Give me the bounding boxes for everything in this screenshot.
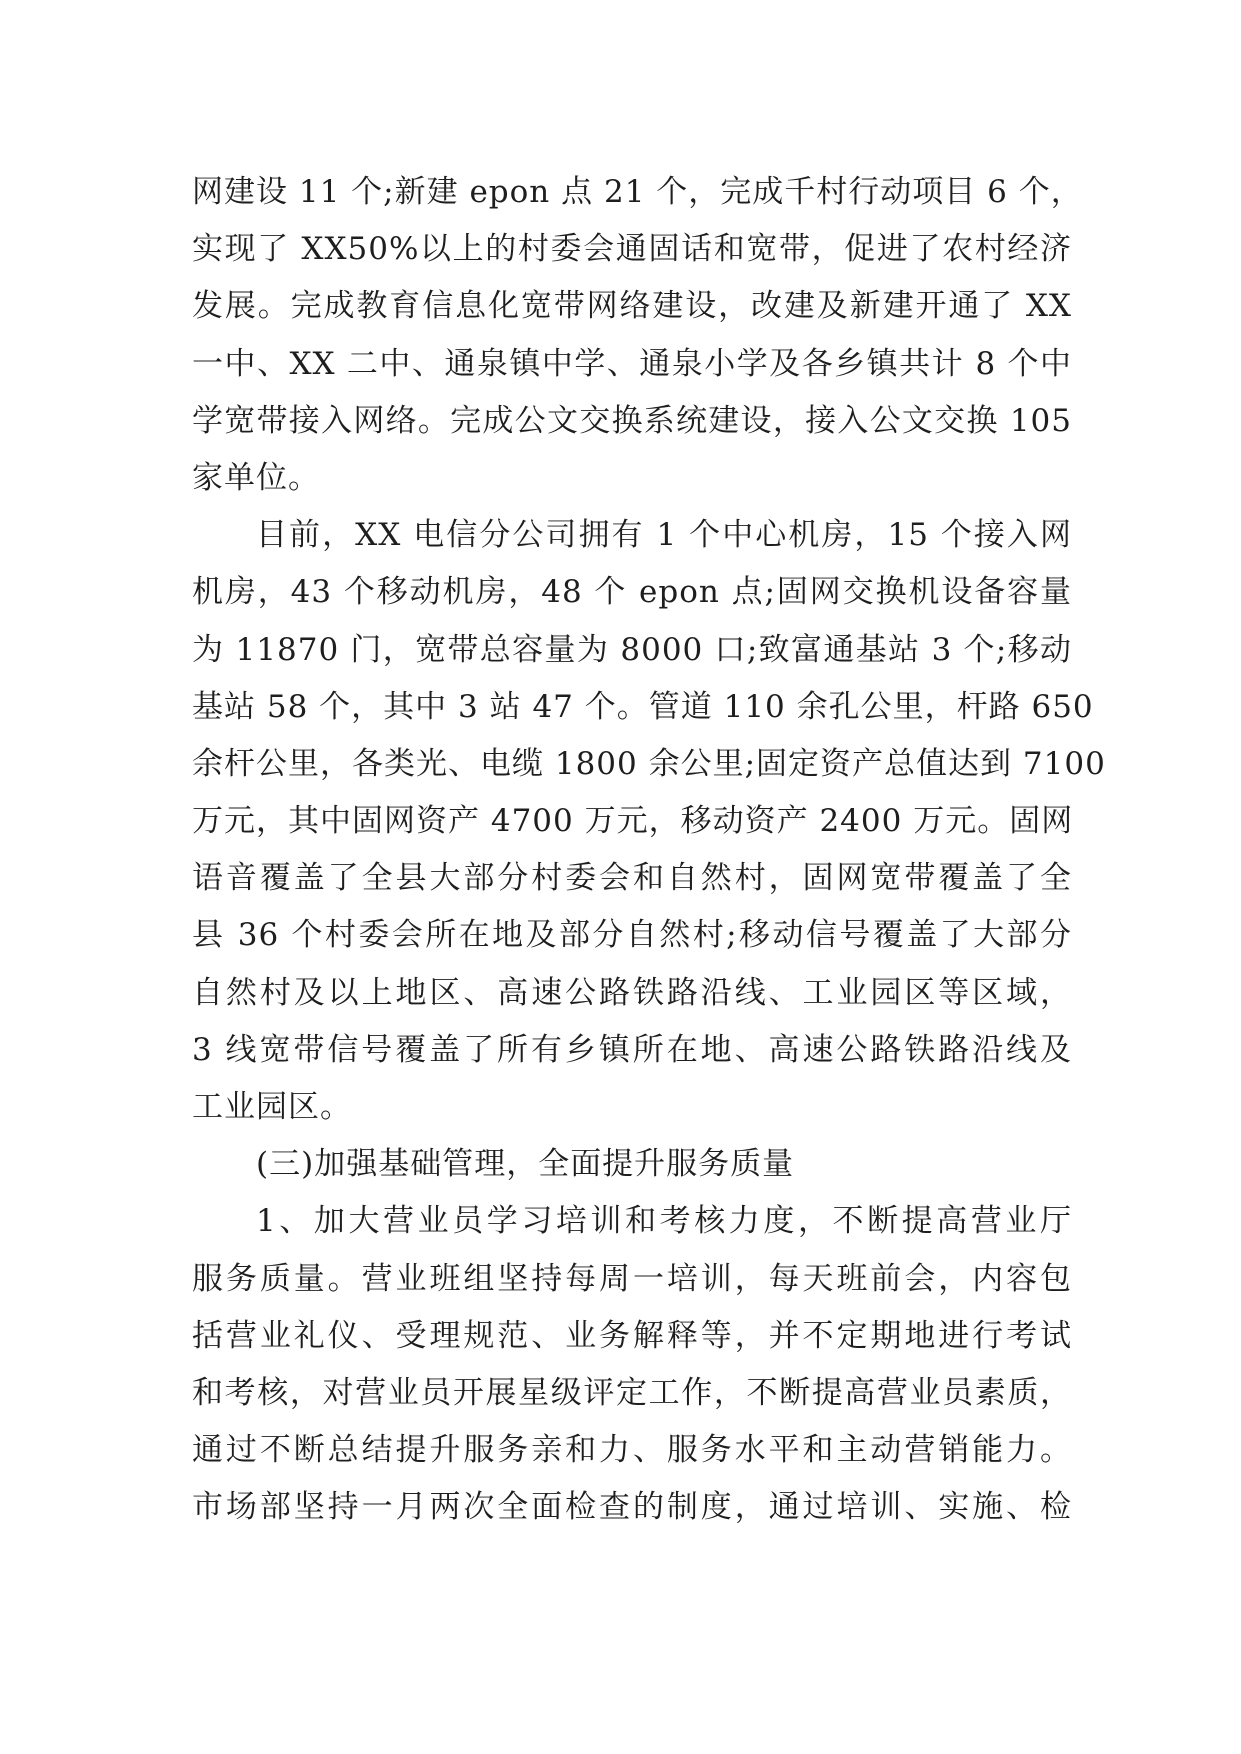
- text-line: 余杆公里，各类光、电缆 1800 余公里;固定资产总值达到 7100: [192, 745, 1106, 782]
- text-line: 基站 58 个，其中 3 站 47 个。管道 110 余孔公里，杆路 650: [192, 688, 1094, 725]
- text-line: 县 36 个村委会所在地及部分自然村;移动信号覆盖了大部分: [192, 917, 1072, 954]
- text-line: 服务质量。营业班组坚持每周一培训，每天班前会，内容包: [192, 1260, 1072, 1297]
- text-line: 实现了 XX50%以上的村委会通固话和宽带，促进了农村经济: [192, 231, 1072, 268]
- text-line: 语音覆盖了全县大部分村委会和自然村，固网宽带覆盖了全: [192, 860, 1072, 897]
- text-line: 工业园区。: [192, 1089, 352, 1125]
- text-line: 和考核，对营业员开展星级评定工作，不断提高营业员素质，: [192, 1374, 1072, 1411]
- text-line: 为 11870 门，宽带总容量为 8000 口;致富通基站 3 个;移动: [192, 631, 1072, 668]
- text-line: 一中、XX 二中、通泉镇中学、通泉小学及各乡镇共计 8 个中: [192, 345, 1072, 382]
- text-line: 自然村及以上地区、高速公路铁路沿线、工业园区等区域，: [192, 974, 1072, 1011]
- text-line: 网建设 11 个;新建 epon 点 21 个，完成千村行动项目 6 个，: [192, 174, 1083, 210]
- text-line: 市场部坚持一月两次全面检查的制度，通过培训、实施、检: [192, 1489, 1072, 1526]
- text-line: 家单位。: [192, 459, 320, 496]
- text-line: 万元，其中固网资产 4700 万元，移动资产 2400 万元。固网: [192, 803, 1074, 840]
- text-line: 机房，43 个移动机房，48 个 epon 点;固网交换机设备容量: [192, 574, 1072, 611]
- text-line: 学宽带接入网络。完成公文交换系统建设，接入公文交换 105: [192, 402, 1072, 439]
- text-line: 1、加大营业员学习培训和考核力度，不断提高营业厅: [256, 1203, 1072, 1240]
- text-line: 括营业礼仪、受理规范、业务解释等，并不定期地进行考试: [192, 1317, 1072, 1354]
- text-line: 通过不断总结提升服务亲和力、服务水平和主动营销能力。: [192, 1432, 1072, 1469]
- text-line: 发展。完成教育信息化宽带网络建设，改建及新建开通了 XX: [192, 288, 1072, 325]
- text-line: 3 线宽带信号覆盖了所有乡镇所在地、高速公路铁路沿线及: [192, 1031, 1072, 1068]
- body-text: [192, 164, 1106, 1537]
- text-line: 目前，XX 电信分公司拥有 1 个中心机房，15 个接入网: [256, 517, 1072, 554]
- section-heading: (三)加强基础管理，全面提升服务质量: [256, 1146, 795, 1183]
